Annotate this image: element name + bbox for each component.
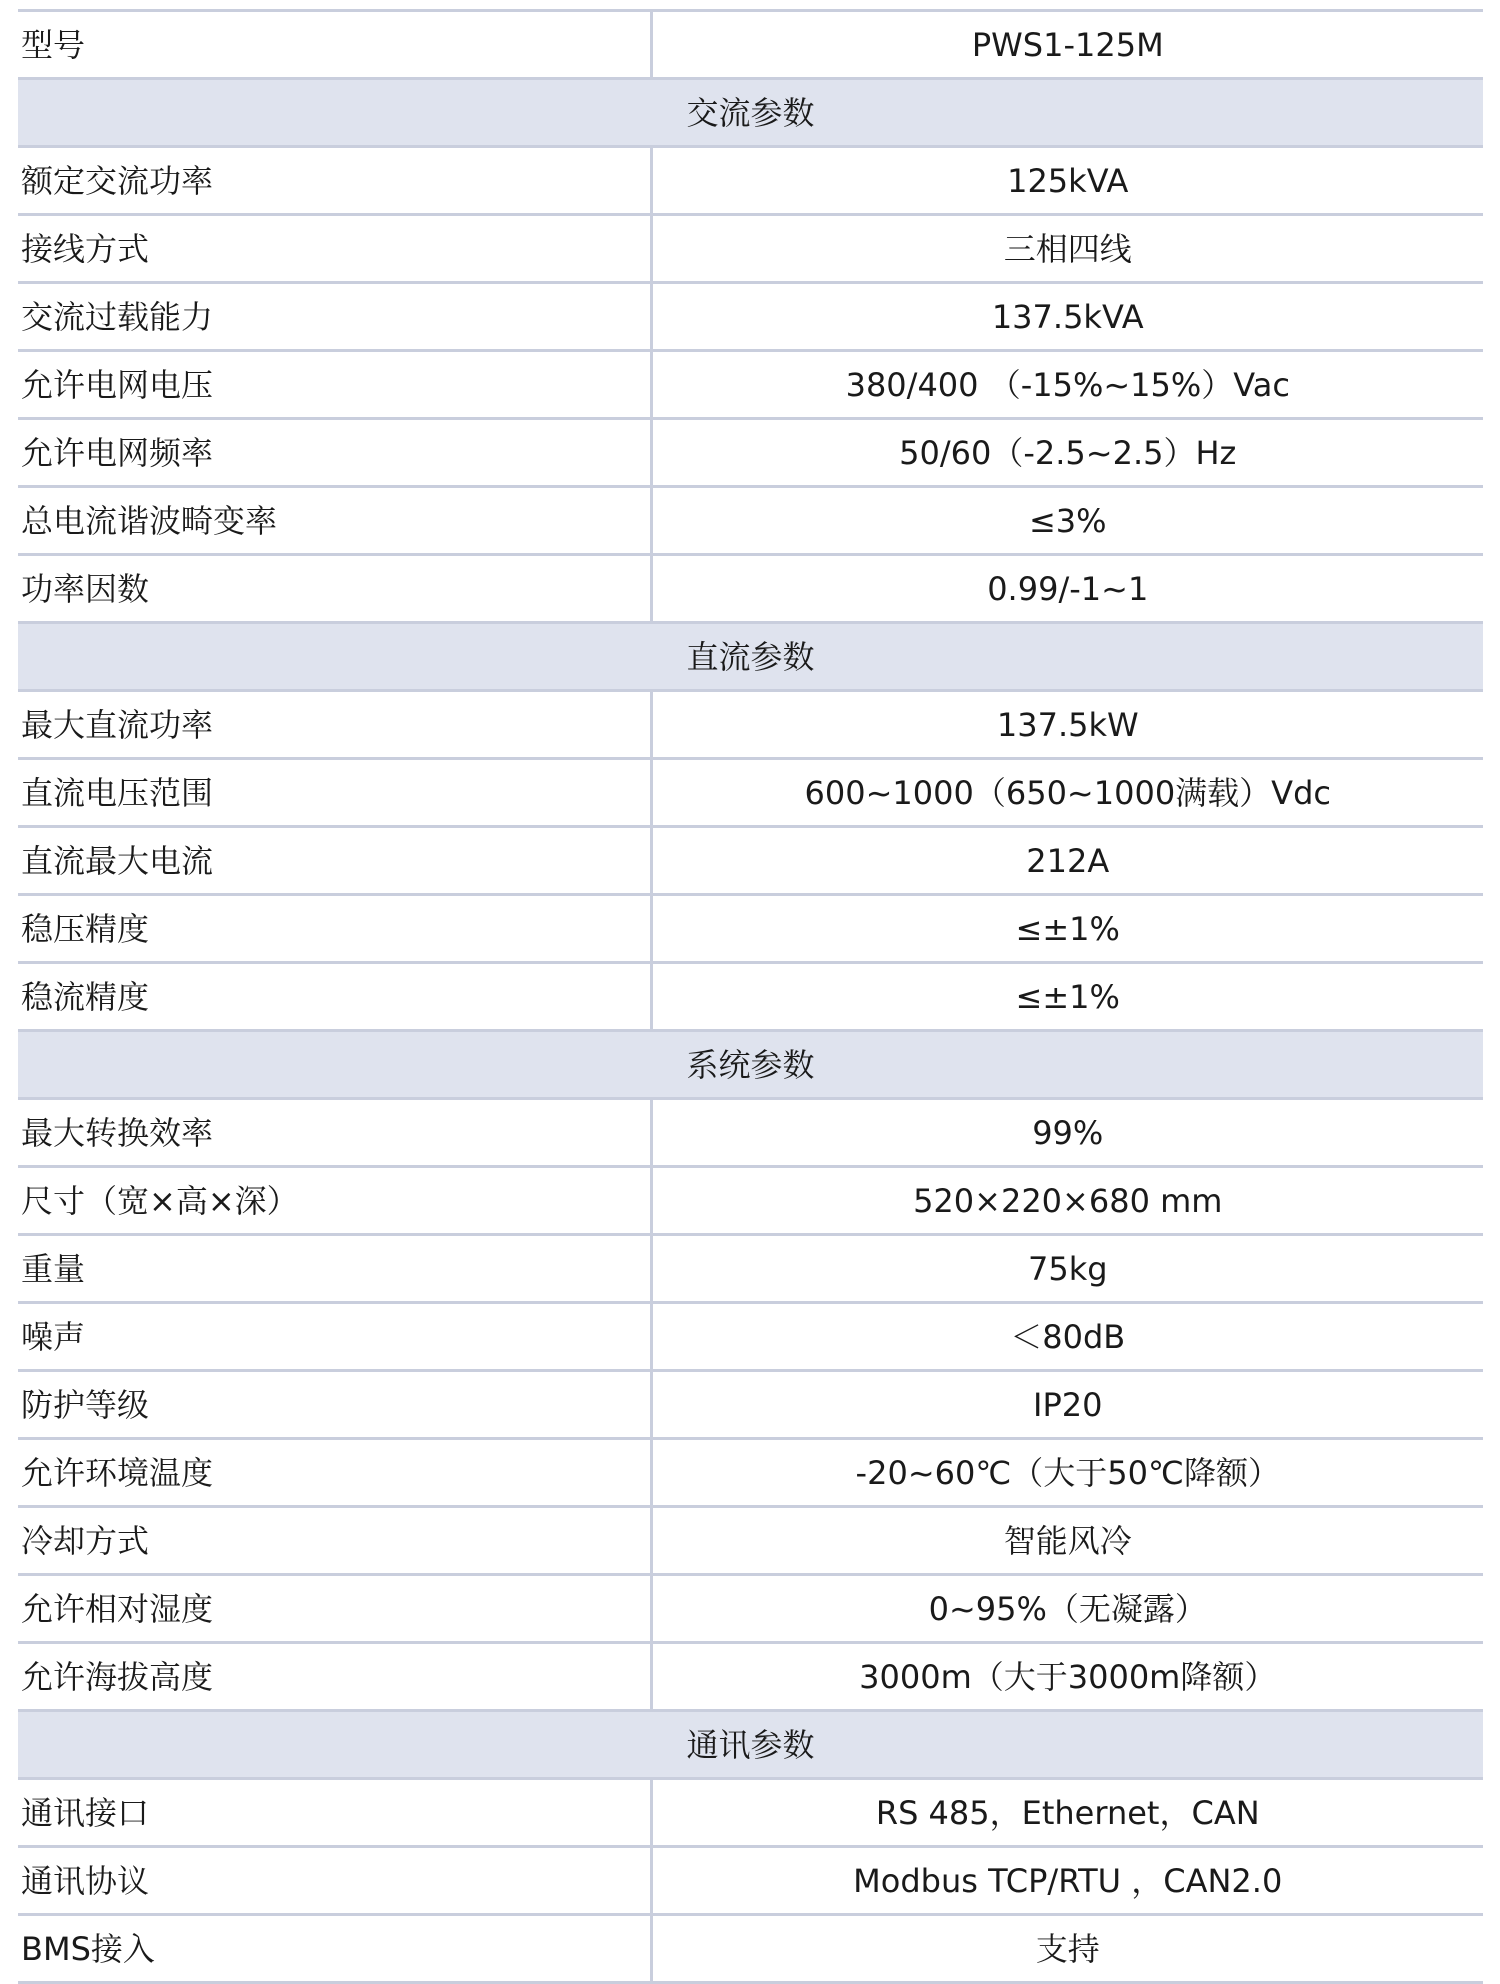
param-label: 允许电网频率 (18, 419, 651, 487)
param-value: 75kg (651, 1235, 1483, 1303)
param-value: 212A (651, 827, 1483, 895)
table-row (18, 283, 1483, 351)
section-header-row (18, 79, 1483, 147)
param-label: 允许环境温度 (18, 1439, 651, 1507)
param-value: 智能风冷 (651, 1507, 1483, 1575)
table-row (18, 351, 1483, 419)
param-label: 稳流精度 (18, 963, 651, 1031)
table-row (18, 963, 1483, 1031)
param-value: 三相四线 (651, 215, 1483, 283)
table-row (18, 147, 1483, 215)
table-row (18, 1235, 1483, 1303)
table-row (18, 487, 1483, 555)
param-label: BMS接入 (18, 1915, 651, 1983)
param-value: 99% (651, 1099, 1483, 1167)
param-label: 允许相对湿度 (18, 1575, 651, 1643)
table-row (18, 1167, 1483, 1235)
spec-table (18, 9, 1483, 1984)
section-title: 通讯参数 (18, 1711, 1483, 1779)
param-label: 直流最大电流 (18, 827, 651, 895)
table-row (18, 1643, 1483, 1711)
param-value: ＜80dB (651, 1303, 1483, 1371)
table-row (18, 555, 1483, 623)
table-row (18, 1507, 1483, 1575)
section-title: 交流参数 (18, 79, 1483, 147)
param-value: 0~95%（无凝露） (651, 1575, 1483, 1643)
param-label: 重量 (18, 1235, 651, 1303)
table-row (18, 827, 1483, 895)
param-label: 型号 (18, 11, 651, 79)
section-header-row (18, 1711, 1483, 1779)
param-label: 功率因数 (18, 555, 651, 623)
param-value: Modbus TCP/RTU ，CAN2.0 (651, 1847, 1483, 1915)
param-label: 稳压精度 (18, 895, 651, 963)
param-value: 50/60（-2.5~2.5）Hz (651, 419, 1483, 487)
param-value: 3000m（大于3000m降额） (651, 1643, 1483, 1711)
param-label: 最大转换效率 (18, 1099, 651, 1167)
param-value: 600~1000（650~1000满载）Vdc (651, 759, 1483, 827)
param-label: 允许海拔高度 (18, 1643, 651, 1711)
param-value: RS 485，Ethernet，CAN (651, 1779, 1483, 1847)
param-value: 137.5kW (651, 691, 1483, 759)
param-value: ≤±1% (651, 963, 1483, 1031)
section-header-row (18, 1031, 1483, 1099)
param-label: 冷却方式 (18, 1507, 651, 1575)
param-label: 通讯接口 (18, 1779, 651, 1847)
section-header-row (18, 623, 1483, 691)
param-label: 交流过载能力 (18, 283, 651, 351)
table-row (18, 11, 1483, 79)
param-value: 520×220×680 mm (651, 1167, 1483, 1235)
param-label: 通讯协议 (18, 1847, 651, 1915)
table-row (18, 1575, 1483, 1643)
param-label: 防护等级 (18, 1371, 651, 1439)
table-row (18, 759, 1483, 827)
param-value: 125kVA (651, 147, 1483, 215)
param-label: 总电流谐波畸变率 (18, 487, 651, 555)
param-label: 接线方式 (18, 215, 651, 283)
table-row (18, 1779, 1483, 1847)
param-value: ≤3% (651, 487, 1483, 555)
table-row (18, 215, 1483, 283)
param-value: ≤±1% (651, 895, 1483, 963)
param-label: 噪声 (18, 1303, 651, 1371)
section-title: 直流参数 (18, 623, 1483, 691)
param-label: 最大直流功率 (18, 691, 651, 759)
param-value: 支持 (651, 1915, 1483, 1983)
param-value: PWS1-125M (651, 11, 1483, 79)
param-value: 380/400 （-15%~15%）Vac (651, 351, 1483, 419)
param-label: 允许电网电压 (18, 351, 651, 419)
param-value: 0.99/-1~1 (651, 555, 1483, 623)
section-title: 系统参数 (18, 1031, 1483, 1099)
table-row (18, 1303, 1483, 1371)
param-label: 额定交流功率 (18, 147, 651, 215)
param-label: 尺寸（宽×高×深） (18, 1167, 651, 1235)
spec-table-body (18, 11, 1483, 1983)
table-row (18, 1099, 1483, 1167)
param-label: 直流电压范围 (18, 759, 651, 827)
table-row (18, 895, 1483, 963)
param-value: -20~60℃（大于50℃降额） (651, 1439, 1483, 1507)
table-row (18, 419, 1483, 487)
param-value: IP20 (651, 1371, 1483, 1439)
table-row (18, 1371, 1483, 1439)
table-row (18, 1439, 1483, 1507)
table-row (18, 691, 1483, 759)
param-value: 137.5kVA (651, 283, 1483, 351)
table-row (18, 1847, 1483, 1915)
table-row (18, 1915, 1483, 1983)
